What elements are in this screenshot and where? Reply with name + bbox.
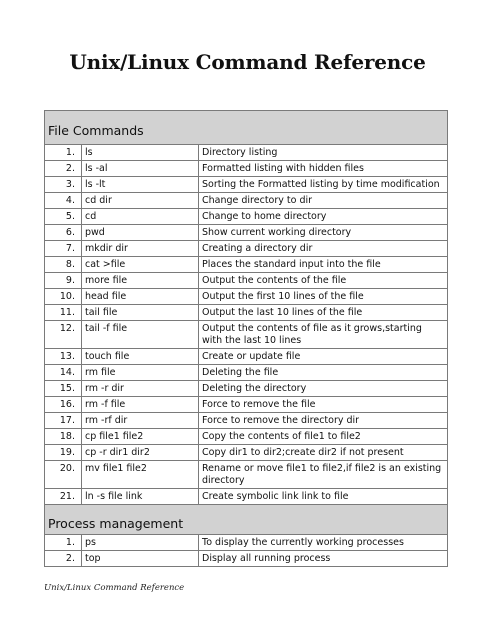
command-cell: tail file	[82, 305, 199, 321]
description-cell: Output the contents of the file	[199, 273, 448, 289]
row-number: 4.	[45, 193, 82, 209]
table-row	[45, 461, 448, 489]
section-heading: File Commands	[45, 111, 448, 145]
row-number: 17.	[45, 413, 82, 429]
description-cell: Force to remove the directory dir	[199, 413, 448, 429]
description-cell: Output the first 10 lines of the file	[199, 289, 448, 305]
table-row	[45, 225, 448, 241]
table-row	[45, 209, 448, 225]
table-row	[45, 241, 448, 257]
table-row	[45, 413, 448, 429]
command-cell: ls -al	[82, 161, 199, 177]
row-number: 20.	[45, 461, 82, 489]
command-cell: mv file1 file2	[82, 461, 199, 489]
row-number: 5.	[45, 209, 82, 225]
table-row	[45, 429, 448, 445]
description-cell: Deleting the directory	[199, 381, 448, 397]
command-cell: cp file1 file2	[82, 429, 199, 445]
table-row	[45, 381, 448, 397]
command-cell: rm -f file	[82, 397, 199, 413]
description-cell: Change to home directory	[199, 209, 448, 225]
description-cell: Display all running process	[199, 551, 448, 567]
description-cell: Copy dir1 to dir2;create dir2 if not present	[199, 445, 448, 461]
table-row	[45, 161, 448, 177]
section-heading: Process management	[45, 505, 448, 535]
section-header-row	[45, 111, 448, 145]
description-cell: Output the last 10 lines of the file	[199, 305, 448, 321]
description-cell: Change directory to dir	[199, 193, 448, 209]
command-cell: touch file	[82, 349, 199, 365]
description-cell: Create symbolic link link to file	[199, 489, 448, 505]
section-header-row	[45, 505, 448, 535]
table-row	[45, 193, 448, 209]
command-cell: cd dir	[82, 193, 199, 209]
command-table-body	[45, 111, 448, 567]
row-number: 19.	[45, 445, 82, 461]
row-number: 21.	[45, 489, 82, 505]
command-table	[44, 110, 448, 567]
row-number: 10.	[45, 289, 82, 305]
table-row	[45, 551, 448, 567]
row-number: 8.	[45, 257, 82, 273]
command-cell: mkdir dir	[82, 241, 199, 257]
table-row	[45, 305, 448, 321]
row-number: 12.	[45, 321, 82, 349]
table-row	[45, 445, 448, 461]
description-cell: Rename or move file1 to file2,if file2 is an existing directory	[199, 461, 448, 489]
description-cell: Create or update file	[199, 349, 448, 365]
command-cell: more file	[82, 273, 199, 289]
row-number: 7.	[45, 241, 82, 257]
description-cell: Creating a directory dir	[199, 241, 448, 257]
row-number: 6.	[45, 225, 82, 241]
description-cell: Show current working directory	[199, 225, 448, 241]
row-number: 1.	[45, 535, 82, 551]
command-cell: tail -f file	[82, 321, 199, 349]
command-cell: rm file	[82, 365, 199, 381]
table-row	[45, 273, 448, 289]
description-cell: Deleting the file	[199, 365, 448, 381]
page-footer: Unix/Linux Command Reference	[44, 583, 185, 593]
page-title: Unix/Linux Command Reference	[69, 50, 426, 74]
command-cell: head file	[82, 289, 199, 305]
description-cell: Places the standard input into the file	[199, 257, 448, 273]
command-cell: ln -s file link	[82, 489, 199, 505]
table-row	[45, 365, 448, 381]
description-cell: Formatted listing with hidden files	[199, 161, 448, 177]
description-cell: Sorting the Formatted listing by time modification	[199, 177, 448, 193]
row-number: 16.	[45, 397, 82, 413]
command-cell: cat >file	[82, 257, 199, 273]
row-number: 14.	[45, 365, 82, 381]
table-row	[45, 489, 448, 505]
row-number: 2.	[45, 551, 82, 567]
row-number: 1.	[45, 145, 82, 161]
command-cell: cp -r dir1 dir2	[82, 445, 199, 461]
description-cell: Copy the contents of file1 to file2	[199, 429, 448, 445]
row-number: 9.	[45, 273, 82, 289]
command-cell: rm -r dir	[82, 381, 199, 397]
table-row	[45, 289, 448, 305]
row-number: 15.	[45, 381, 82, 397]
command-cell: cd	[82, 209, 199, 225]
table-row	[45, 349, 448, 365]
table-row	[45, 397, 448, 413]
command-cell: pwd	[82, 225, 199, 241]
row-number: 3.	[45, 177, 82, 193]
description-cell: Output the contents of file as it grows,starting with the last 10 lines	[199, 321, 448, 349]
description-cell: Force to remove the file	[199, 397, 448, 413]
command-cell: rm -rf dir	[82, 413, 199, 429]
row-number: 11.	[45, 305, 82, 321]
description-cell: To display the currently working processes	[199, 535, 448, 551]
command-cell: top	[82, 551, 199, 567]
command-cell: ls	[82, 145, 199, 161]
command-cell: ls -lt	[82, 177, 199, 193]
row-number: 2.	[45, 161, 82, 177]
row-number: 13.	[45, 349, 82, 365]
description-cell: Directory listing	[199, 145, 448, 161]
table-row	[45, 177, 448, 193]
row-number: 18.	[45, 429, 82, 445]
command-cell: ps	[82, 535, 199, 551]
table-row	[45, 535, 448, 551]
table-row	[45, 321, 448, 349]
table-row	[45, 145, 448, 161]
table-row	[45, 257, 448, 273]
